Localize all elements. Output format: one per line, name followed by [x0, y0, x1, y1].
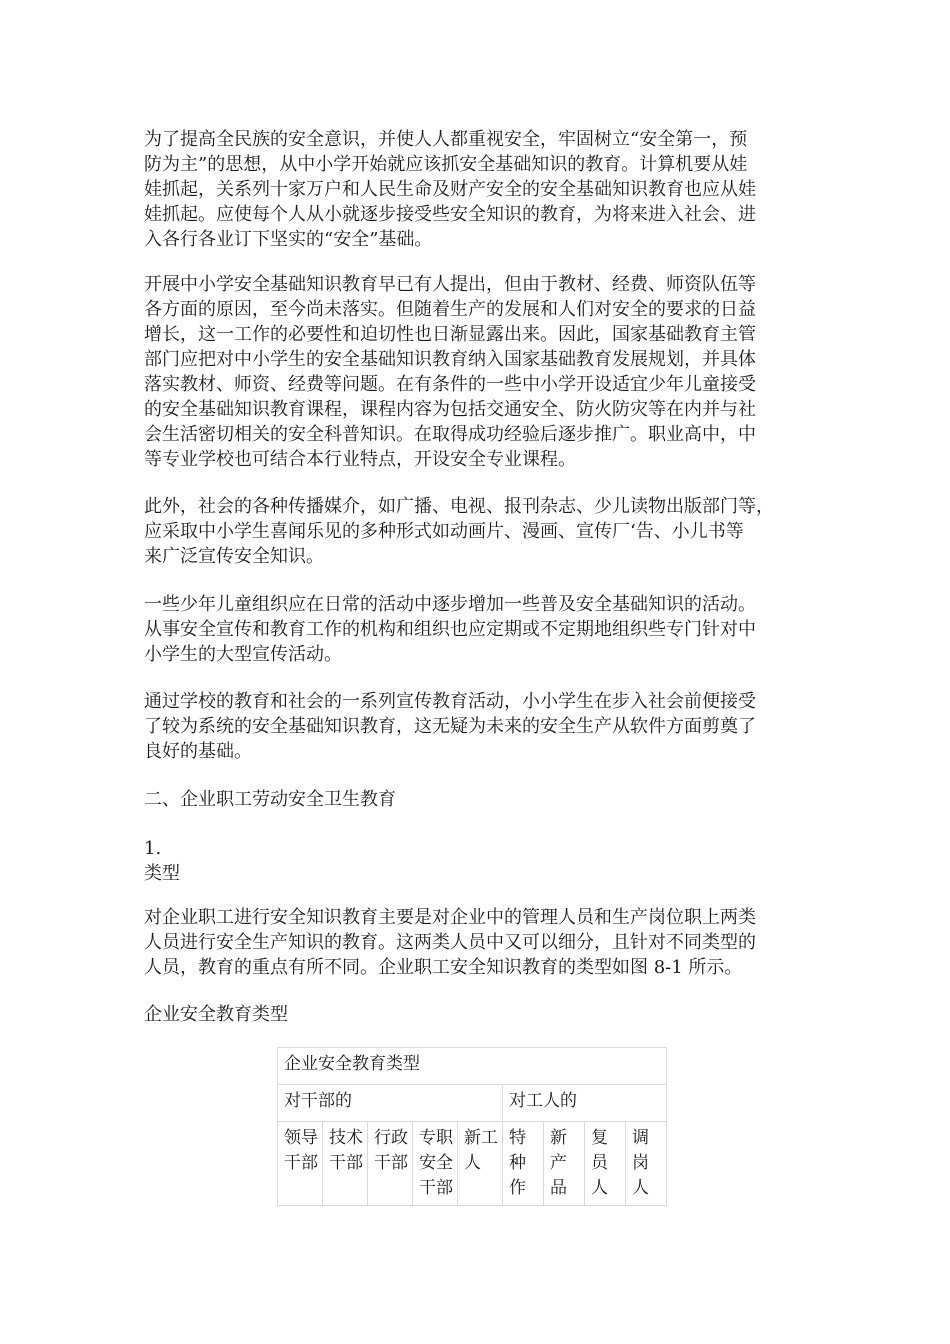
- table-cell: 新工 人: [458, 1122, 503, 1206]
- paragraph-school-education: 开展中小学安全基础知识教育早已有人提出，但由于教材、经费、师资队伍等 各方面的原因，至今尚未落实。但随着生产的发展和人们对安全的要求的日益 增长，这一工作的必要性和迫切性也日渐显露出来。因此，国家基础教育主管 部门应把对中小学生的安全基础知识教育纳入国家基础教育发展规划，并具体 落实教材、师资、经费等问题。在有条件的一些中小学开设适宜少年儿童接受 的安全基础知识教育课程，课程内容为包括交通安全、防火防灾等在内并与社 会生活密切相关的安全科普知识。在取得成功经验后逐步推广。职业高中，中 等专业学校也可结合本行业特点，开设安全专业课程。: [144, 274, 756, 470]
- table-cell: 领导 干部: [278, 1122, 323, 1206]
- table-cell: 行政 干部: [368, 1122, 413, 1206]
- group-cadres-cell: 对干部的: [278, 1085, 503, 1122]
- section-heading: 二、企业职工劳动安全卫生教育: [144, 789, 396, 810]
- table-cell: 特 种 作: [503, 1122, 544, 1206]
- figure-caption: 企业安全教育类型: [144, 1004, 288, 1025]
- table-cell: 技术 干部: [323, 1122, 368, 1206]
- paragraph-conclusion: 通过学校的教育和社会的一系列宣传教育活动，小小学生在步入社会前便接受 了较为系统的安全基础知识教育，这无疑为未来的安全生产从软件方面剪奠了 良好的基础。: [144, 691, 756, 762]
- table-row: [278, 1048, 667, 1085]
- table-title-cell: 企业安全教育类型: [278, 1048, 667, 1085]
- group-workers-cell: 对工人的: [503, 1085, 667, 1122]
- paragraph-safety-awareness: 为了提高全民族的安全意识，并使人人都重视安全，牢固树立“安全第一，预 防为主”的思想，从中小学开始就应该抓安全基础知识的教育。计算机要从娃 娃抓起，关系列十家万户和人民生命及财产安全的安全基础知识教育也应从娃 娃抓起。应使每个人从小就逐步接受些安全知识的教育，为将来进入社会、进 入各行各业订下坚实的“安全”基础。: [144, 129, 756, 250]
- table-row: [278, 1122, 667, 1206]
- table-cell: 专职 安全 干部: [413, 1122, 458, 1206]
- table-cell: 新 产 品: [544, 1122, 585, 1206]
- paragraph-media: 此外，社会的各种传播媒介，如广播、电视、报刊杂志、少儿读物出版部门等， 应采取中小学生喜闻乐见的多种形式如动画片、漫画、宣传厂‘告、小儿书等 来广泛宣传安全知识。: [144, 496, 774, 567]
- education-types-table: [277, 1047, 667, 1206]
- paragraph-youth-organizations: 一些少年儿童组织应在日常的活动中逐步增加一些普及安全基础知识的活动。 从事安全宣传和教育工作的机构和组织也应定期或不定期地组织些专门针对中 小学生的大型宣传活动。: [144, 594, 756, 665]
- table-row: [278, 1085, 667, 1122]
- table-cell: 调 岗 人: [626, 1122, 667, 1206]
- table-cell: 复 员 人: [585, 1122, 626, 1206]
- subsection-heading: 1. 类型: [144, 838, 180, 884]
- paragraph-employee-education: 对企业职工进行安全知识教育主要是对企业中的管理人员和生产岗位职上两类 人员进行安全生产知识的教育。这两类人员中又可以细分，且针对不同类型的 人员，教育的重点有所不同。企业职工安全知识教育的类型如图 8-1 所示。: [144, 907, 756, 978]
